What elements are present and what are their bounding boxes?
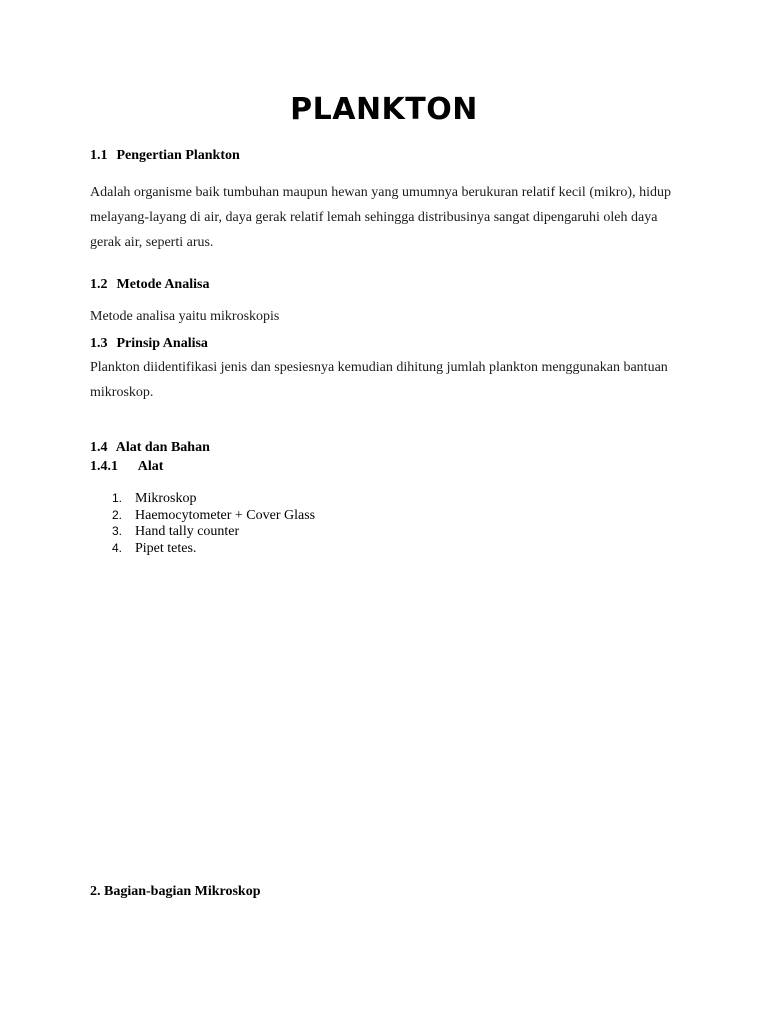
- section-title: Pengertian Plankton: [116, 148, 240, 163]
- list-item-text: Mikroskop: [135, 491, 197, 506]
- list-item: [112, 540, 315, 557]
- list-item: [112, 523, 315, 540]
- section-number: 1.4: [90, 440, 108, 455]
- section-title: Metode Analisa: [116, 277, 210, 292]
- section-number: 1.3: [90, 336, 108, 351]
- section-heading-1-4: [90, 439, 210, 457]
- document-title: PLANKTON: [290, 92, 478, 127]
- section-title: Alat: [137, 459, 164, 474]
- section-body-1-2: Metode analisa yaitu mikroskopis: [90, 309, 280, 324]
- list-item-text: Hand tally counter: [135, 524, 240, 540]
- section-body-1-3: Plankton diidentifikasi jenis dan spesiesnya kemudian dihitung jumlah plankton menggunakan bantuan mikroskop.: [90, 360, 668, 400]
- section-heading-1-2: [90, 276, 209, 294]
- list-marker: 2.: [112, 507, 123, 522]
- list-item-text: Haemocytometer + Cover Glass: [135, 507, 316, 523]
- section-title: Alat dan Bahan: [115, 440, 210, 455]
- section-title: Prinsip Analisa: [116, 336, 208, 351]
- section-heading-1-4-1: [90, 458, 163, 476]
- list-item: [112, 507, 315, 524]
- list-item: [112, 490, 315, 507]
- section-number: 1.4.1: [90, 459, 118, 474]
- tools-list: [112, 490, 315, 556]
- section-body-1-1: Adalah organisme baik tumbuhan maupun hewan yang umumnya berukuran relatif kecil (mikro), hidup melayang-layang di air, daya gerak relatif lemah sehingga distribusinya sangat dipengaruhi oleh daya gerak air, seperti arus.: [90, 185, 671, 250]
- section-number: 1.1: [90, 148, 108, 163]
- section-heading-2: 2. Bagian-bagian Mikroskop: [90, 884, 261, 899]
- section-heading-1-3: [90, 335, 208, 353]
- section-number: 1.2: [90, 277, 108, 292]
- section-heading-1-1: [90, 147, 240, 165]
- list-marker: 4.: [112, 540, 123, 555]
- list-item-text: Pipet tetes.: [135, 540, 197, 556]
- list-marker: 3.: [112, 524, 123, 539]
- list-marker: 1.: [112, 491, 123, 505]
